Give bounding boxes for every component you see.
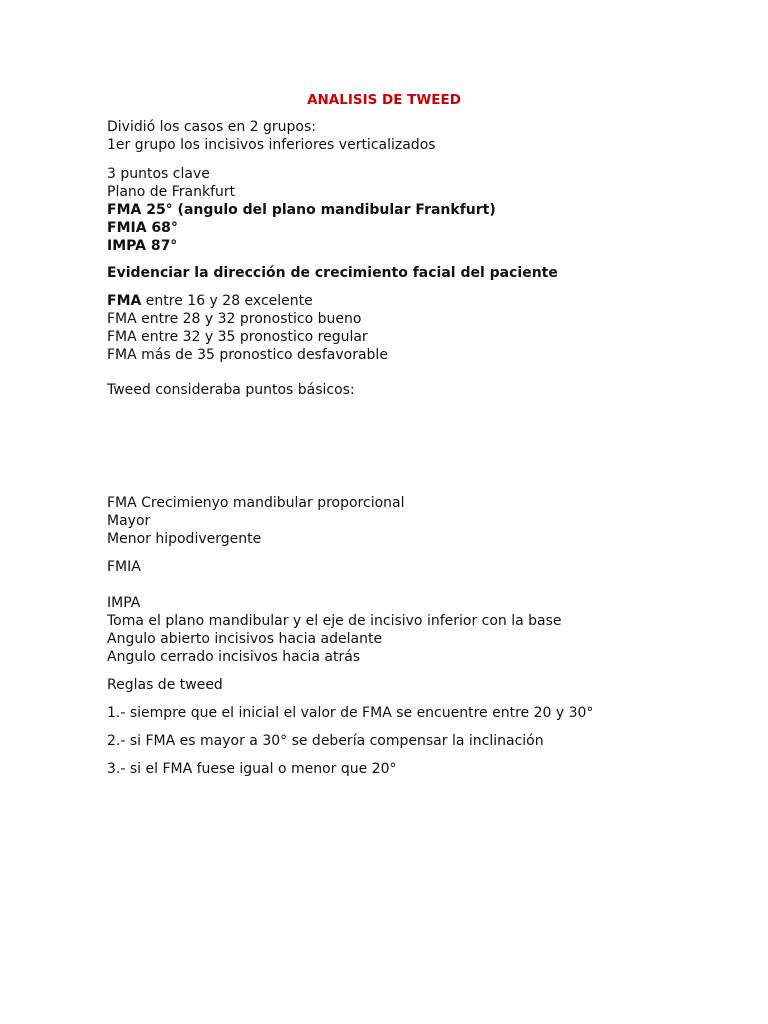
rule-1: 1.- siempre que el inicial el valor de FMA se encuentre entre 20 y 30° <box>107 705 594 721</box>
groups-line-1: Dividió los casos en 2 grupos: <box>107 119 316 135</box>
prognosis-line-4: FMA más de 35 pronostico desfavorable <box>107 347 388 363</box>
fma-section-line-3: Menor hipodivergente <box>107 531 262 547</box>
prognosis-line-2: FMA entre 28 y 32 pronostico bueno <box>107 311 362 327</box>
prognosis-paragraph <box>107 292 707 364</box>
impa-section-line-3: Angulo abierto incisivos hacia adelante <box>107 631 383 647</box>
basic-points-line: Tweed consideraba puntos básicos: <box>107 382 355 398</box>
fma-section-line-2: Mayor <box>107 513 151 529</box>
key-points-paragraph <box>107 165 707 255</box>
fma-section-line-1: FMA Crecimienyo mandibular proporcional <box>107 495 405 511</box>
impa-section-line-4: Angulo cerrado incisivos hacia atrás <box>107 649 361 665</box>
key-points-line-2: Plano de Frankfurt <box>107 184 236 200</box>
rules-heading: Reglas de tweed <box>107 677 223 693</box>
section-heading: Evidenciar la dirección de crecimiento facial del paciente <box>107 265 558 281</box>
groups-line-2: 1er grupo los incisivos inferiores verticalizados <box>107 137 436 153</box>
rule-2: 2.- si FMA es mayor a 30° se debería compensar la inclinación <box>107 733 544 749</box>
rule-3: 3.- si el FMA fuese igual o menor que 20° <box>107 761 397 777</box>
fmia-label: FMIA <box>107 559 141 575</box>
prognosis-line-3: FMA entre 32 y 35 pronostico regular <box>107 329 368 345</box>
key-point-fmia: FMIA 68° <box>107 220 178 236</box>
key-points-line-1: 3 puntos clave <box>107 166 210 182</box>
prognosis-line-1 <box>107 292 707 310</box>
impa-section-line-1: IMPA <box>107 595 141 611</box>
prognosis-line-1-rest: entre 16 y 28 excelente <box>141 293 313 309</box>
key-point-fma: FMA 25° (angulo del plano mandibular Frankfurt) <box>107 202 496 218</box>
prognosis-fma-bold: FMA <box>107 293 142 309</box>
key-point-impa: IMPA 87° <box>107 238 178 254</box>
impa-section <box>107 594 707 666</box>
fma-section <box>107 494 707 548</box>
groups-paragraph <box>107 118 707 154</box>
document-title: ANALISIS DE TWEED <box>307 92 461 108</box>
impa-section-line-2: Toma el plano mandibular y el eje de incisivo inferior con la base <box>107 613 562 629</box>
